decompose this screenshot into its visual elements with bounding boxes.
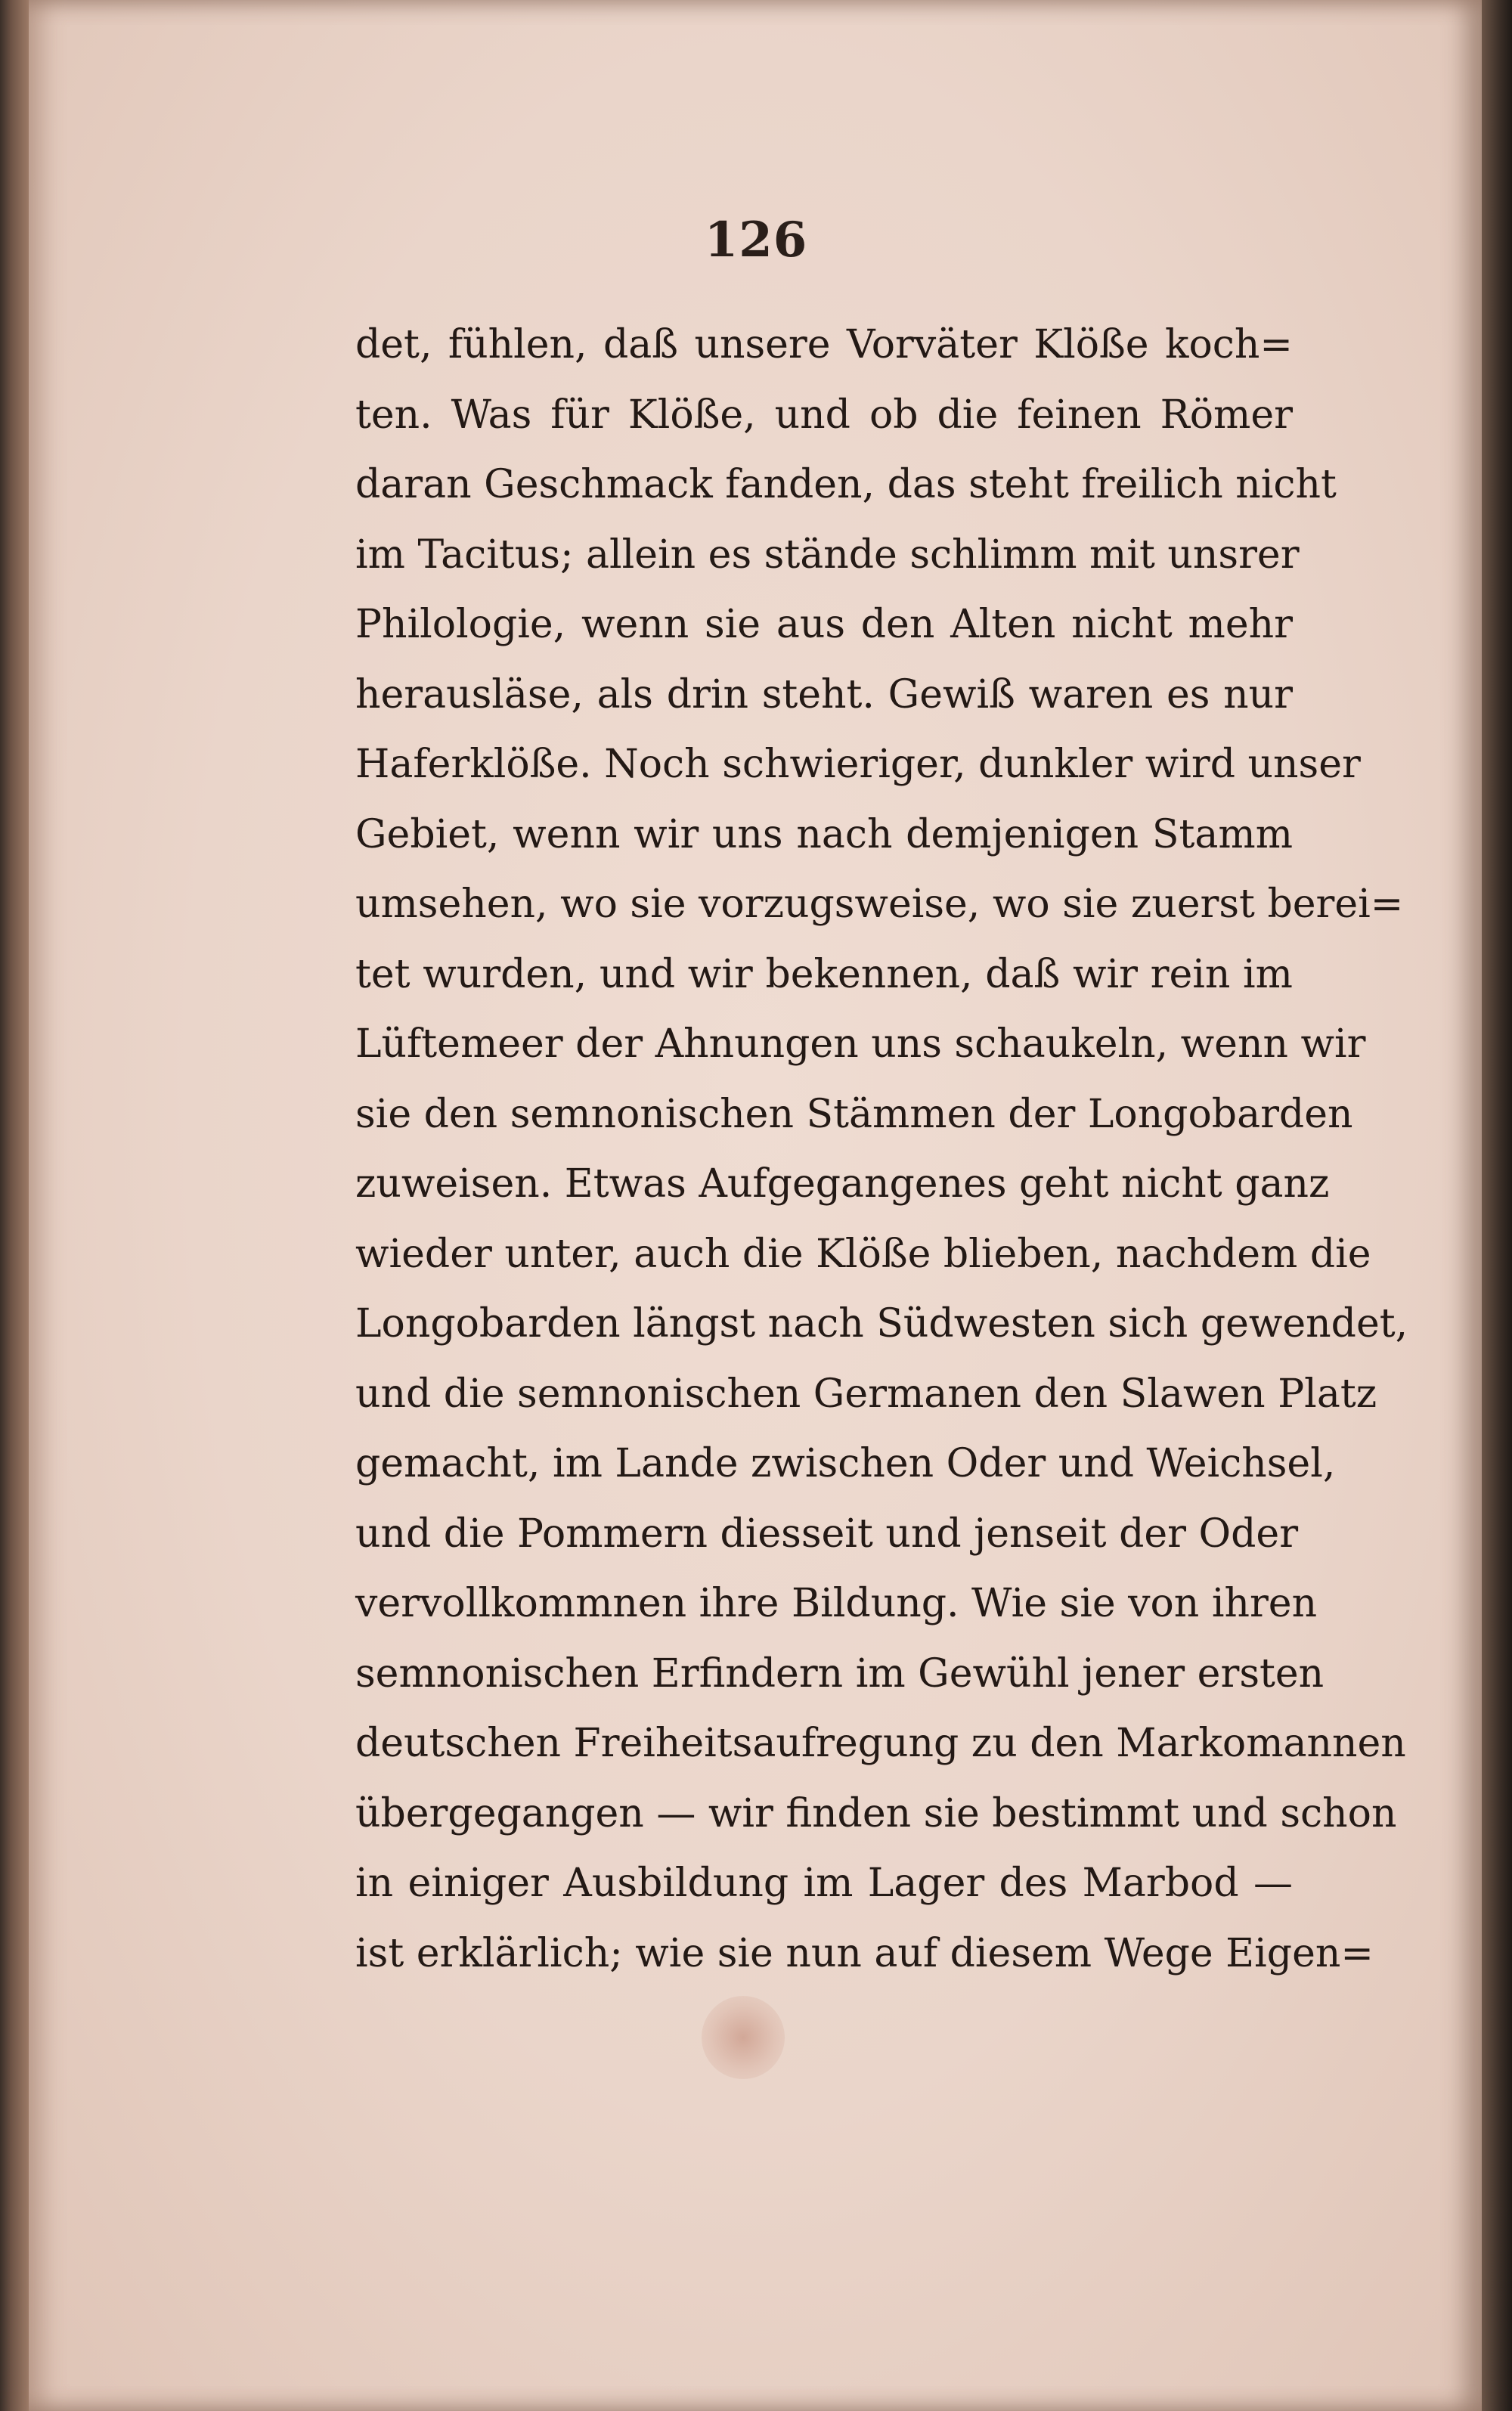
text-line: ten. Was für Klöße, und ob die feinen Römer — [355, 392, 1293, 438]
text-line: umsehen, wo sie vorzugsweise, wo sie zuerst berei= — [355, 882, 1404, 927]
text-line: tet wurden, und wir bekennen, daß wir rein im — [355, 951, 1293, 997]
book-left-edge — [0, 0, 29, 2411]
text-line: und die Pommern diesseit und jenseit der Oder — [355, 1511, 1299, 1557]
text-line: daran Geschmack fanden, das steht freilich nicht — [355, 462, 1337, 507]
page-number: 126 — [704, 212, 808, 268]
text-line: Longobarden längst nach Südwesten sich gewendet, — [355, 1301, 1408, 1347]
text-line: wieder unter, auch die Klöße blieben, nachdem die — [355, 1231, 1371, 1277]
text-line: gemacht, im Lande zwischen Oder und Weichsel, — [355, 1441, 1336, 1486]
text-line: übergegangen — wir finden sie bestimmt und schon — [355, 1790, 1397, 1836]
text-line: Philologie, wenn sie aus den Alten nicht mehr — [355, 602, 1293, 647]
text-line: sie den semnonischen Stämmen der Longobarden — [355, 1091, 1353, 1137]
text-line: Lüftemeer der Ahnungen uns schaukeln, wenn wir — [355, 1021, 1366, 1067]
body-text — [355, 310, 1408, 1988]
text-line: im Tacitus; allein es stände schlimm mit unsrer — [355, 531, 1300, 578]
text-line: ist erklärlich; wie sie nun auf diesem Wege Eigen= — [355, 1930, 1374, 1976]
book-right-edge — [1482, 0, 1512, 2411]
text-line: Haferklöße. Noch schwieriger, dunkler wird unser — [355, 742, 1361, 787]
paper-stain — [702, 1996, 785, 2079]
text-line: und die semnonischen Germanen den Slawen Platz — [355, 1371, 1377, 1417]
text-line: zuweisen. Etwas Aufgegangenes geht nicht ganz — [355, 1161, 1330, 1207]
text-line: herausläse, als drin steht. Gewiß waren es nur — [355, 671, 1293, 717]
text-line: vervollkommnen ihre Bildung. Wie sie von ihren — [355, 1581, 1318, 1626]
text-line: in einiger Ausbildung im Lager des Marbod — — [355, 1861, 1293, 1906]
text-line: det, fühlen, daß unsere Vorväter Klöße koch= — [355, 322, 1293, 367]
text-line: deutschen Freiheitsaufregung zu den Markomannen — [355, 1721, 1406, 1766]
text-line: semnonischen Erfindern im Gewühl jener ersten — [355, 1650, 1325, 1697]
text-line: Gebiet, wenn wir uns nach demjenigen Stamm — [355, 811, 1293, 857]
